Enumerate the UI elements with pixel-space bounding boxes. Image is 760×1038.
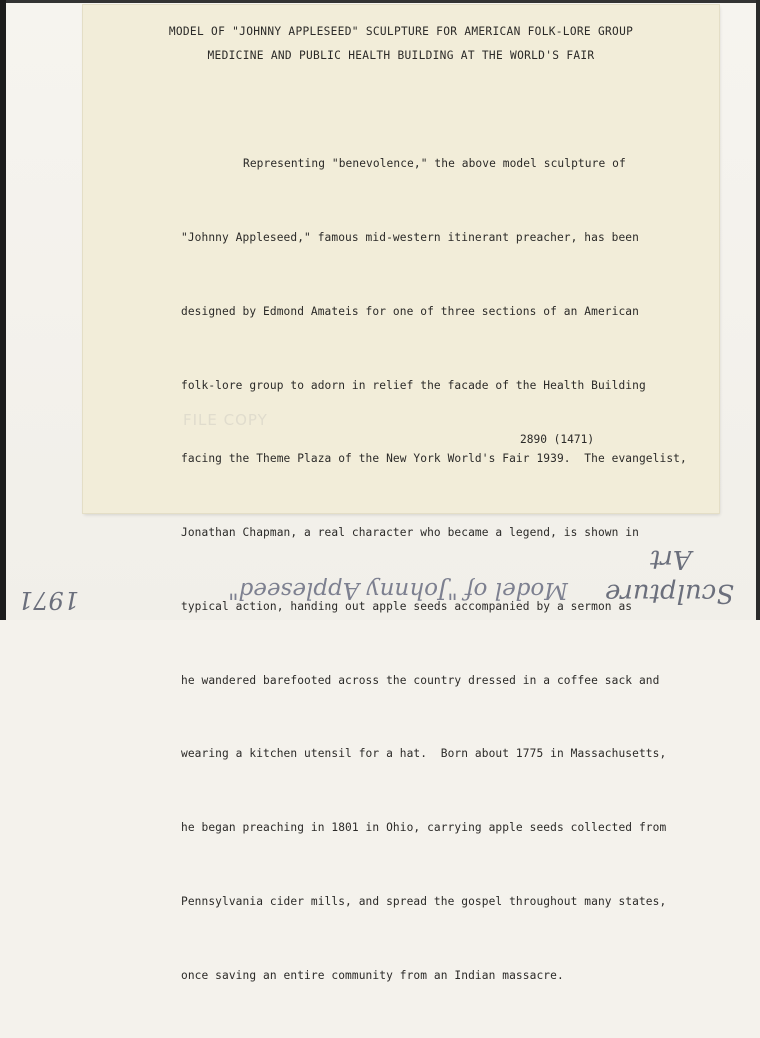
body-paragraph	[181, 103, 687, 1038]
scan-edge-right	[756, 0, 760, 620]
body-line: wearing a kitchen utensil for a hat. Born about 1775 in Massachusetts,	[181, 747, 667, 761]
handwritten-model-caption: Model of "Johnny Appleseed"	[228, 577, 568, 603]
body-line: folk-lore group to adorn in relief the facade of the Health Building	[181, 378, 646, 392]
body-line: facing the Theme Plaza of the New York World's Fair 1939. The evangelist,	[181, 452, 687, 466]
body-line: "Johnny Appleseed," famous mid-western itinerant preacher, has been	[181, 230, 639, 244]
file-copy-stamp: FILE COPY	[183, 411, 268, 429]
handwritten-sculpture: Sculpture	[605, 578, 735, 608]
body-line: Representing "benevolence," the above model sculpture of	[243, 157, 626, 171]
body-line: he began preaching in 1801 in Ohio, carrying apple seeds collected from	[181, 821, 667, 835]
handwritten-year: 1971	[18, 586, 80, 614]
handwritten-art: Art	[650, 544, 692, 574]
reference-number: 2890 (1471)	[520, 433, 595, 446]
body-line: designed by Edmond Amateis for one of three sections of an American	[181, 304, 639, 318]
body-line: Pennsylvania cider mills, and spread the gospel throughout many states,	[181, 895, 667, 908]
header-line-2: MEDICINE AND PUBLIC HEALTH BUILDING AT THE WORLD'S FAIR	[207, 49, 595, 62]
scan-edge-top	[0, 0, 760, 3]
body-line: Jonathan Chapman, a real character who became a legend, is shown in	[181, 526, 639, 540]
body-line: he wandered barefooted across the country dressed in a coffee sack and	[181, 673, 660, 687]
scan-edge-left	[0, 0, 6, 620]
body-line: typical action, handing out apple seeds accompanied by a sermon as	[181, 599, 633, 613]
body-line: once saving an entire community from an Indian massacre.	[181, 968, 564, 982]
header-line-1: MODEL OF "JOHNNY APPLESEED" SCULPTURE FOR AMERICAN FOLK-LORE GROUP	[168, 25, 634, 38]
